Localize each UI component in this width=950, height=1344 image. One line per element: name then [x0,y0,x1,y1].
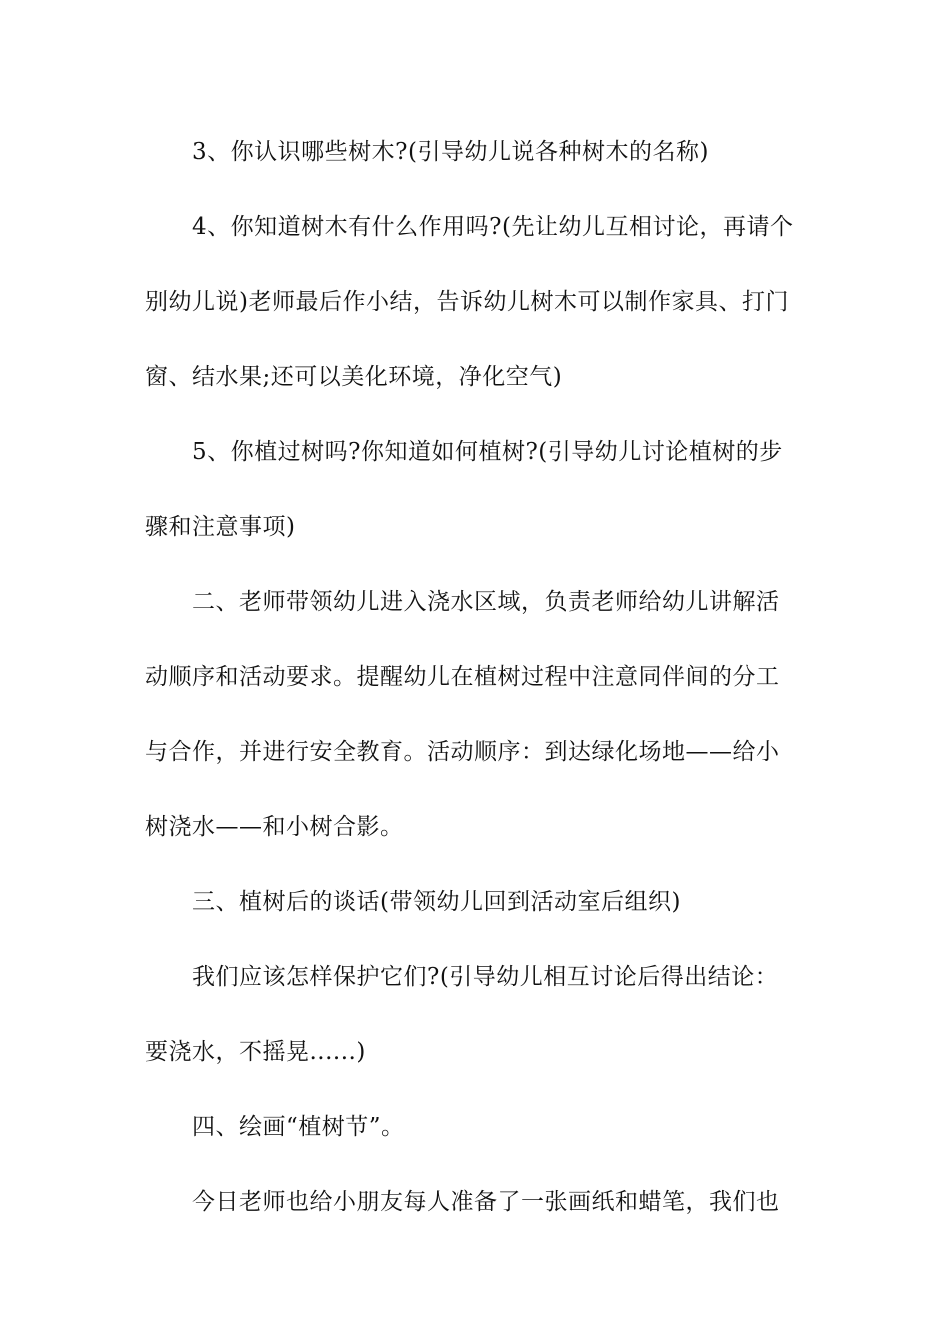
paragraph-line: 树浇水——和小树合影。 [145,814,404,840]
paragraph-line: 4、你知道树木有什么作用吗?(先让幼儿互相讨论，再请个 [192,214,794,240]
paragraph-line: 二、老师带领幼儿进入浇水区域，负责老师给幼儿讲解活 [192,589,780,615]
paragraph-line: 要浇水，不摇晃......) [145,1039,366,1065]
paragraph-line: 别幼儿说)老师最后作小结，告诉幼儿树木可以制作家具、打门 [145,289,789,315]
paragraph-line: 今日老师也给小朋友每人准备了一张画纸和蜡笔，我们也 [192,1189,780,1215]
paragraph-line: 四、绘画“植树节”。 [192,1114,405,1140]
paragraph-line: 动顺序和活动要求。提醒幼儿在植树过程中注意同伴间的分工 [145,664,780,690]
paragraph-line: 三、植树后的谈话(带领幼儿回到活动室后组织) [192,889,681,915]
paragraph-line: 5、你植过树吗?你知道如何植树?(引导幼儿讨论植树的步 [192,439,783,465]
paragraph-line: 窗、结水果;还可以美化环境，净化空气) [145,364,563,390]
paragraph-line: 我们应该怎样保护它们?(引导幼儿相互讨论后得出结论： [192,964,779,990]
paragraph-line: 3、你认识哪些树木?(引导幼儿说各种树木的名称) [192,139,709,165]
paragraph-line: 骤和注意事项) [145,514,296,540]
paragraph-line: 与合作，并进行安全教育。活动顺序：到达绿化场地——给小 [145,739,780,765]
